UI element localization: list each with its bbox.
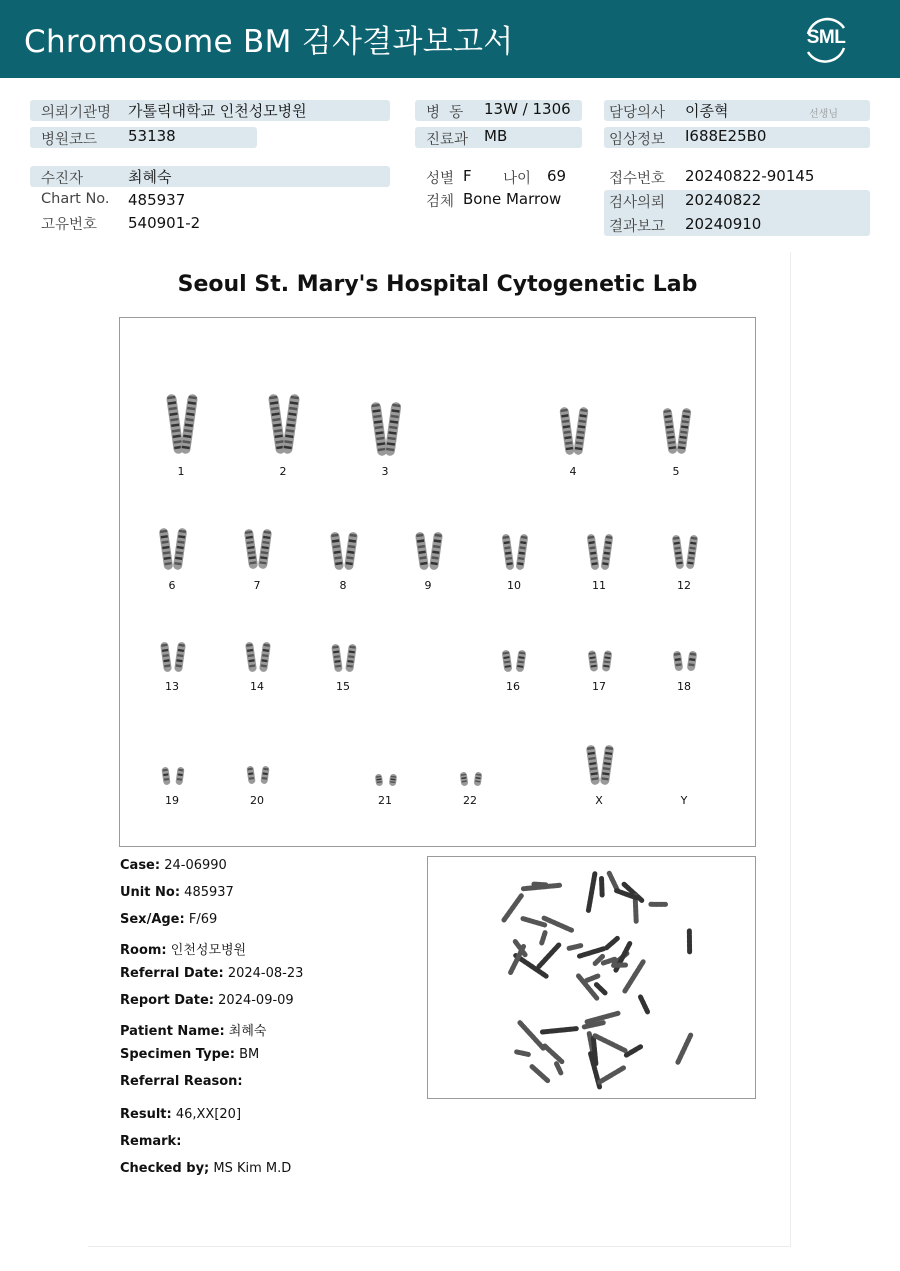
detail-label: Room: — [120, 943, 167, 958]
chromosome — [160, 642, 172, 673]
chromosome — [330, 532, 344, 571]
detail-value: 2024-09-09 — [218, 993, 294, 1008]
chromosome — [673, 651, 684, 672]
report-header — [0, 0, 900, 78]
ward-value: 13W / 1306 — [484, 100, 571, 118]
chromosome-label: X — [595, 794, 603, 807]
chromosome — [159, 528, 174, 571]
metaphase-chromosome — [579, 949, 603, 956]
result-date-value: 20240910 — [685, 215, 762, 233]
detail-value: 2024-08-23 — [227, 966, 304, 981]
chromosome — [180, 394, 198, 455]
chromosome-label: 22 — [463, 794, 477, 807]
request-date-value: 20240822 — [685, 191, 762, 209]
metaphase-chromosome — [534, 884, 546, 885]
chromosome — [573, 407, 589, 456]
metaphase-chromosome — [545, 1046, 562, 1062]
chromosome — [389, 774, 398, 787]
chromosome — [601, 534, 614, 571]
chromosome — [586, 745, 600, 786]
metaphase-chromosome — [544, 918, 572, 930]
result-date-label: 결과보고 — [609, 219, 666, 235]
doctor-suffix: 선생님 — [809, 109, 838, 120]
chromosome-label: 15 — [336, 680, 350, 693]
chromosome — [331, 644, 343, 673]
chromosome — [587, 534, 600, 571]
chromosome — [258, 529, 272, 570]
chromosome — [244, 529, 258, 570]
chromosome-label: Y — [680, 794, 688, 807]
chromosome-label: 6 — [168, 579, 176, 592]
metaphase-chromosome — [600, 1068, 624, 1082]
sml-logo — [800, 14, 852, 66]
metaphase-chromosome — [678, 1035, 691, 1063]
receipt-no-label: 접수번호 — [609, 171, 666, 187]
chromosome-label: 7 — [253, 579, 261, 592]
detail-label: Case: — [120, 858, 161, 873]
chromosome-label: 12 — [677, 579, 691, 592]
chromosome — [687, 651, 698, 672]
chromosome — [588, 650, 599, 672]
doctor-label: 담당의사 — [609, 105, 666, 121]
institution-label: 의뢰기관명 — [41, 105, 112, 121]
metaphase-chromosome — [523, 919, 545, 925]
detail-value: 46,XX[20] — [175, 1107, 242, 1122]
unique-no-label: 고유번호 — [41, 217, 98, 233]
chromosome-label: 13 — [165, 680, 179, 693]
detail-value: MS Kim M.D — [213, 1161, 292, 1176]
detail-line — [120, 1107, 241, 1122]
chromosome — [460, 772, 469, 787]
detail-line — [120, 858, 227, 873]
metaphase-chromosome — [626, 1047, 640, 1055]
detail-label: Unit No: — [120, 885, 181, 900]
detail-line — [120, 1047, 259, 1062]
metaphase-chromosome — [557, 1064, 561, 1073]
age-label: 나이 — [503, 171, 532, 187]
detail-label: Referral Date: — [120, 966, 224, 981]
chromosome — [502, 650, 513, 673]
detail-label: Remark: — [120, 1134, 182, 1149]
chromosome — [502, 534, 515, 571]
metaphase-chromosome — [517, 1052, 529, 1055]
chromosome — [686, 535, 699, 570]
chromosome-label: 14 — [250, 680, 264, 693]
ward-label: 병 동 — [426, 105, 464, 121]
detail-label: Referral Reason: — [120, 1074, 243, 1089]
sex-label: 성별 — [426, 171, 455, 187]
report-title: Chromosome BM 검사결과보고서 — [24, 24, 514, 60]
chromosome-label: 1 — [177, 465, 185, 478]
metaphase-chromosome — [609, 873, 617, 890]
metaphase-chromosome — [588, 874, 594, 911]
metaphase-chromosome — [602, 879, 603, 897]
chromosome — [516, 650, 527, 673]
department-value: MB — [484, 127, 508, 145]
chromosome — [429, 532, 443, 571]
detail-label: Specimen Type: — [120, 1047, 235, 1062]
chromosome-label: 20 — [250, 794, 264, 807]
chart-no-value: 485937 — [128, 191, 186, 209]
department-label: 진료과 — [426, 132, 469, 148]
detail-value: F/69 — [188, 912, 218, 927]
chromosome — [344, 532, 358, 571]
chromosome-label: 10 — [507, 579, 521, 592]
patient-bar — [30, 166, 390, 187]
chromosome — [175, 767, 184, 786]
clinical-info-label: 임상정보 — [609, 132, 666, 148]
chromosome-label: 4 — [569, 465, 577, 478]
request-date-label: 검사의뢰 — [609, 195, 666, 211]
chromosome — [282, 394, 300, 455]
chromosome-label: 5 — [672, 465, 680, 478]
metaphase-spread — [428, 857, 755, 1098]
lab-title: Seoul St. Mary's Hospital Cytogenetic Lab — [177, 272, 698, 297]
patient-label: 수진자 — [41, 171, 84, 187]
hospital-code-label: 병원코드 — [41, 132, 98, 148]
chromosome-label: 18 — [677, 680, 691, 693]
chromosome — [375, 774, 384, 787]
chromosome — [161, 767, 170, 786]
metaphase-chromosome — [520, 1023, 544, 1049]
doctor-value: 이종혁 — [685, 102, 729, 120]
chromosome — [600, 745, 614, 786]
hospital-code-value: 53138 — [128, 127, 176, 145]
unique-no-value: 540901-2 — [128, 214, 201, 232]
chromosome — [245, 642, 257, 673]
metaphase-chromosome — [542, 1029, 576, 1032]
detail-value: BM — [239, 1047, 260, 1062]
chromosome — [246, 766, 255, 785]
chromosome-label: 2 — [279, 465, 287, 478]
specimen-label: 검체 — [426, 194, 455, 210]
metaphase-chromosome — [532, 1067, 549, 1082]
chromosome — [384, 402, 401, 457]
metaphase-chromosome — [569, 946, 581, 949]
chromosome-label: 3 — [381, 465, 389, 478]
chromosome — [345, 644, 357, 673]
metaphase-chromosome — [587, 976, 598, 981]
institution-value: 가톨릭대학교 인천성모병원 — [128, 102, 307, 120]
chromosome — [559, 407, 575, 456]
detail-line — [120, 966, 303, 981]
chromosome-label: 17 — [592, 680, 606, 693]
detail-value: 최혜숙 — [228, 1024, 267, 1039]
receipt-no-value: 20240822-90145 — [685, 167, 815, 185]
detail-line — [120, 912, 217, 927]
chart-no-label: Chart No. — [41, 191, 110, 207]
detail-line — [120, 885, 234, 900]
logo-text: SML — [806, 27, 846, 48]
metaphase-chromosome — [539, 945, 559, 966]
clinical-info-value: I688E25B0 — [685, 127, 767, 145]
chromosome — [662, 408, 677, 455]
detail-value: 인천성모병원 — [170, 943, 247, 958]
metaphase-chromosome — [640, 997, 647, 1013]
detail-label: Report Date: — [120, 993, 215, 1008]
chromosome-label: 16 — [506, 680, 520, 693]
detail-label: Sex/Age: — [120, 912, 185, 927]
chromosome — [260, 766, 269, 785]
detail-line — [120, 1161, 291, 1176]
chromosome — [173, 528, 188, 571]
chromosome-label: 11 — [592, 579, 606, 592]
detail-line — [120, 1020, 266, 1039]
age-value: 69 — [547, 167, 567, 185]
chromosome — [474, 772, 483, 787]
chromosome-label: 9 — [424, 579, 432, 592]
detail-line — [120, 1074, 243, 1089]
metaphase-chromosome — [542, 933, 545, 943]
chromosome — [370, 402, 387, 457]
detail-label: Patient Name: — [120, 1024, 225, 1039]
metaphase-chromosome — [596, 985, 606, 994]
detail-line — [120, 993, 294, 1008]
chromosome-label: 8 — [339, 579, 347, 592]
detail-line — [120, 1134, 181, 1149]
metaphase-chromosome — [595, 1036, 625, 1051]
detail-line — [120, 939, 246, 958]
detail-label: Checked by; — [120, 1161, 210, 1176]
chromosome — [672, 535, 685, 570]
detail-label: Result: — [120, 1107, 172, 1122]
chromosome — [602, 650, 613, 672]
specimen-value: Bone Marrow — [463, 190, 562, 208]
detail-value: 24-06990 — [164, 858, 227, 873]
chromosome-label: 19 — [165, 794, 179, 807]
metaphase-image — [427, 856, 756, 1099]
chromosome-label: 21 — [378, 794, 392, 807]
detail-value: 485937 — [184, 885, 234, 900]
chromosome — [415, 532, 429, 571]
chromosome — [516, 534, 529, 571]
metaphase-chromosome — [607, 938, 618, 947]
chromosome — [676, 408, 691, 455]
patient-value: 최혜숙 — [128, 168, 172, 186]
chromosome — [174, 642, 186, 673]
chromosome — [259, 642, 271, 673]
metaphase-chromosome — [504, 896, 521, 920]
sex-value: F — [463, 167, 472, 185]
